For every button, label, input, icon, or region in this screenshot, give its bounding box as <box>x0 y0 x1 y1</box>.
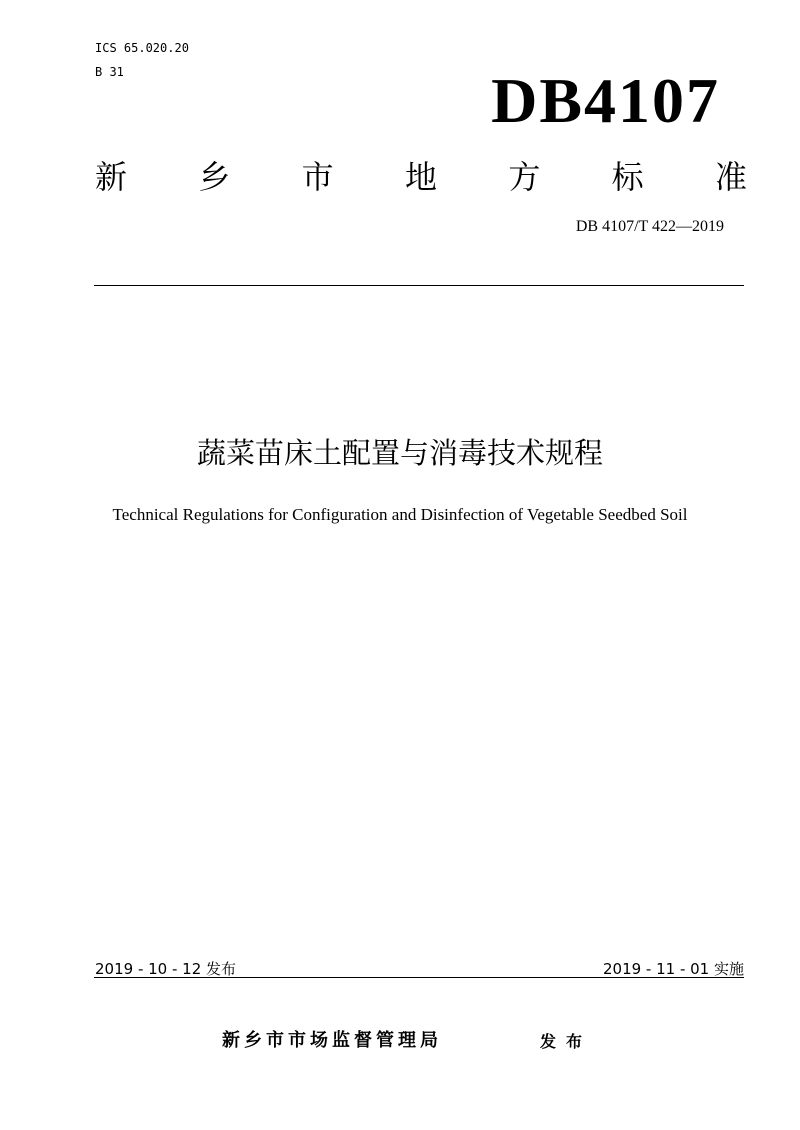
ics-code: ICS 65.020.20 <box>95 41 189 55</box>
standard-name-char: 地 <box>404 158 437 196</box>
document-title-chinese: 蔬菜苗床土配置与消毒技术规程 <box>196 436 603 470</box>
implementation-date: 2019 - 11 - 01 实施 <box>602 960 744 978</box>
standard-name-char: 市 <box>301 158 334 196</box>
bottom-divider <box>94 977 744 978</box>
issue-date: 2019 - 10 - 12 发布 <box>95 960 237 978</box>
standard-name-char: 新 <box>95 158 128 196</box>
standard-name-char: 准 <box>714 158 747 196</box>
standard-number: DB 4107/T 422—2019 <box>575 218 724 235</box>
standard-code-mark: DB4107 <box>491 65 720 136</box>
standard-category-name <box>95 155 747 199</box>
issue-label: 发布 <box>540 1032 593 1051</box>
standard-name-char: 方 <box>508 158 541 196</box>
standard-name-char: 乡 <box>198 158 231 196</box>
ccs-code: B 31 <box>95 65 124 79</box>
document-title-english: Technical Regulations for Configuration and Disinfection of Vegetable Seedbed Soil <box>112 505 688 524</box>
standard-name-char: 标 <box>611 158 644 196</box>
top-divider <box>94 285 744 286</box>
issuing-authority: 新乡市市场监督管理局 <box>222 1030 442 1051</box>
